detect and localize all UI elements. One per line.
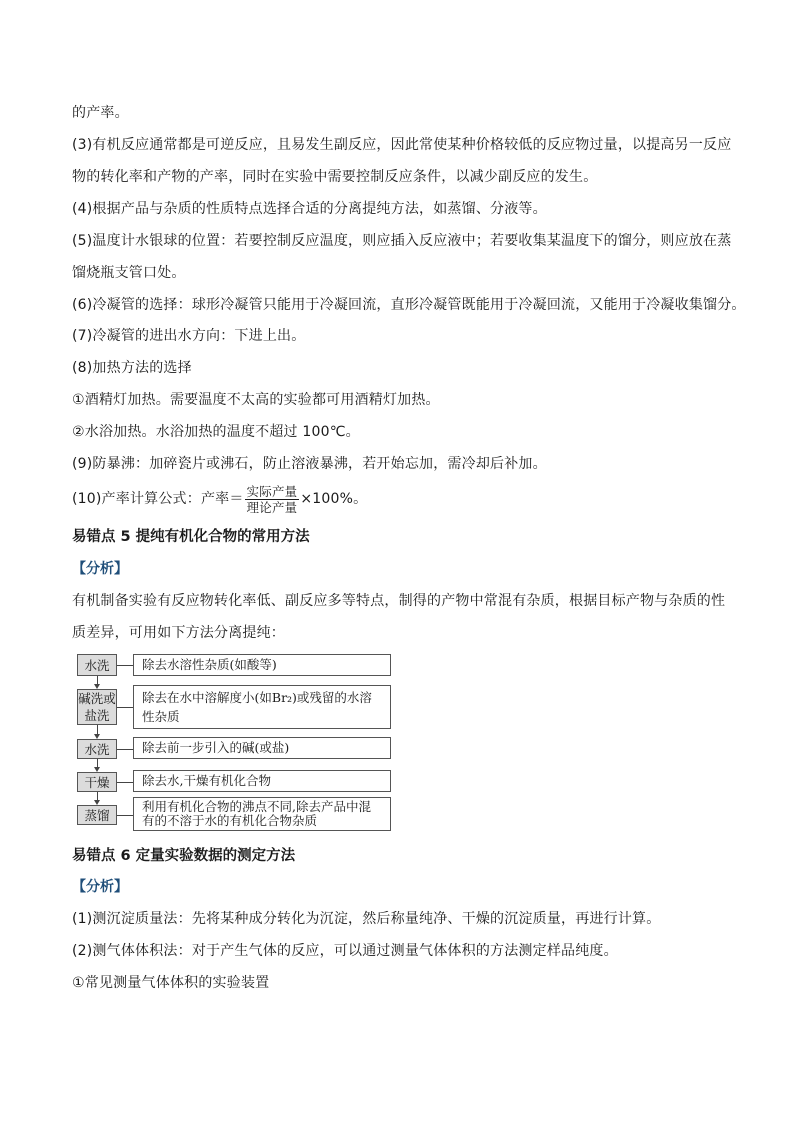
text-line: (6)冷凝管的选择：球形冷凝管只能用于冷凝回流，直形冷凝管既能用于冷凝回流，又能用于冷凝收集馏分。 [72, 297, 746, 313]
text-line: 物的转化率和产物的产率，同时在实验中需要控制反应条件，以减少副反应的发生。 [72, 169, 598, 185]
text-line: 质差异，可用如下方法分离提纯： [72, 625, 285, 641]
text-line: ①常见测量气体体积的实验装置 [72, 975, 270, 991]
flow-step-label: 干燥 [77, 772, 117, 792]
flow-connector [117, 707, 133, 708]
fraction-denominator: 理论产量 [246, 499, 298, 515]
text-line: (8)加热方法的选择 [72, 360, 192, 376]
flow-step-desc: 除去前一步引入的碱(或盐) [133, 737, 391, 759]
text-line: ①酒精灯加热。需要温度不太高的实验都可用酒精灯加热。 [72, 392, 440, 408]
flow-step-label: 水洗 [77, 654, 117, 676]
yield-formula [72, 482, 367, 516]
flow-step-desc: 除去水溶性杂质(如酸等) [133, 654, 391, 676]
flow-step-label: 水洗 [77, 739, 117, 759]
flow-step-desc: 除去在水中溶解度小(如Br₂)或残留的水溶性杂质 [133, 685, 391, 729]
text-line: (7)冷凝管的进出水方向：下进上出。 [72, 328, 306, 344]
text-line: (1)测沉淀质量法：先将某种成分转化为沉淀，然后称量纯净、干燥的沉淀质量，再进行计算。 [72, 911, 661, 927]
flow-step-label: 蒸馏 [77, 805, 117, 825]
text-line: (2)测气体体积法：对于产生气体的反应，可以通过测量气体体积的方法测定样品纯度。 [72, 943, 618, 959]
text-line: (9)防暴沸：加碎瓷片或沸石，防止溶液暴沸，若开始忘加，需冷却后补加。 [72, 456, 547, 472]
text-line: 有机制备实验有反应物转化率低、副反应多等特点，制得的产物中常混有杂质，根据目标产物与杂质的性 [72, 593, 726, 609]
flow-connector [117, 665, 133, 666]
flow-connector [117, 782, 133, 783]
flow-connector [117, 815, 133, 816]
text-line: (4)根据产品与杂质的性质特点选择合适的分离提纯方法，如蒸馏、分液等。 [72, 201, 547, 217]
flow-step-desc: 除去水,干燥有机化合物 [133, 770, 391, 792]
analysis-tag: 【分析】 [72, 879, 128, 895]
text-line: (3)有机反应通常都是可逆反应，且易发生副反应，因此常使某种价格较低的反应物过量，以提高另一反应 [72, 137, 732, 153]
flow-step-desc: 利用有机化合物的沸点不同,除去产品中混有的不溶于水的有机化合物杂质 [133, 797, 391, 831]
text-line: 的产率。 [72, 105, 129, 121]
formula-suffix: ×100%。 [300, 491, 368, 507]
yield-fraction [245, 484, 300, 515]
flow-step-label: 碱洗或盐洗 [78, 691, 116, 723]
text-line: ②水浴加热。水浴加热的温度不超过 100℃。 [72, 424, 360, 440]
flow-connector [117, 749, 133, 750]
section-heading: 易错点 5 提纯有机化合物的常用方法 [72, 529, 310, 545]
analysis-tag: 【分析】 [72, 561, 128, 577]
text-line: (5)温度计水银球的位置：若要控制反应温度，则应插入反应液中；若要收集某温度下的馏分，则应放在蒸 [72, 233, 732, 249]
text-line: 馏烧瓶支管口处。 [72, 265, 186, 281]
fraction-numerator: 实际产量 [246, 483, 298, 499]
formula-prefix: (10)产率计算公式：产率＝ [72, 491, 244, 507]
section-heading: 易错点 6 定量实验数据的测定方法 [72, 848, 296, 864]
